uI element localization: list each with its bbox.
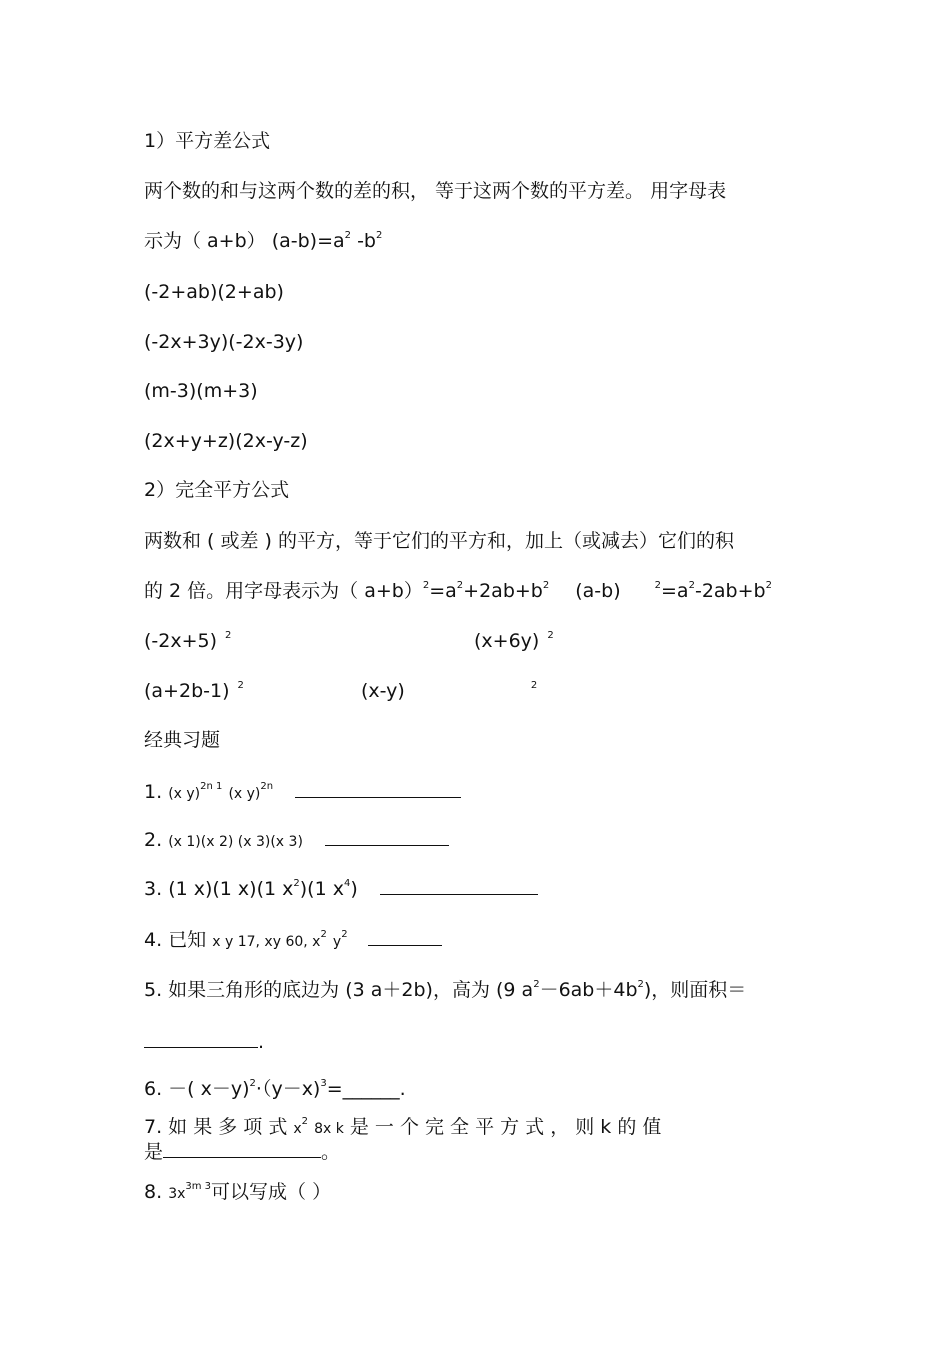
answer-blank[interactable] xyxy=(144,1033,258,1048)
superscript: 2n 1 xyxy=(200,780,223,792)
formula-text: =a xyxy=(661,580,689,602)
superscript: 2 xyxy=(637,978,644,990)
formula-text: 8x k xyxy=(314,1121,344,1137)
superscript: 2 xyxy=(533,978,540,990)
exercises-heading: 经典习题 xyxy=(144,729,221,751)
formula-text: (x y) xyxy=(228,786,261,802)
superscript: 2 xyxy=(422,579,430,591)
formula-text: )(1 x xyxy=(299,878,344,900)
superscript: 2 xyxy=(320,928,327,940)
superscript: 2 xyxy=(341,928,348,940)
example-line: (m-3)(m+3) xyxy=(144,380,258,402)
superscript: 2n xyxy=(260,780,274,792)
question-text: 5. 如果三角形的底边为 (3 a＋2b)，高为 (9 a xyxy=(144,979,534,1001)
formula-text: －6ab＋4b xyxy=(539,979,638,1001)
superscript: 2 xyxy=(301,1115,309,1127)
question-text: 可以写成（ ） xyxy=(211,1181,332,1203)
section1-desc-line2 xyxy=(144,229,383,252)
formula-text: -2ab+b xyxy=(694,580,766,602)
question-text: 6. －( x－y) xyxy=(144,1078,250,1100)
question-text: 已知 xyxy=(168,929,207,951)
example-line xyxy=(144,679,244,702)
formula-text: (a+2b-1) xyxy=(144,680,230,702)
answer-blank[interactable] xyxy=(380,880,538,895)
answer-blank[interactable] xyxy=(368,931,442,946)
formula-text: 的 2 倍。用字母表示为（ a+b） xyxy=(144,580,423,602)
superscript: 2 xyxy=(547,629,554,641)
superscript: 2 xyxy=(249,1077,256,1089)
superscript: 2 xyxy=(376,229,383,241)
section1-heading: 1）平方差公式 xyxy=(144,130,271,152)
example-line xyxy=(474,629,554,652)
question-text: 7. 如 果 多 项 式 xyxy=(144,1116,288,1138)
superscript: 2 xyxy=(456,579,464,591)
formula-text: 3x xyxy=(168,1186,186,1202)
superscript: 2 xyxy=(542,579,550,591)
question-7-line2 xyxy=(144,1143,340,1162)
superscript: 2 xyxy=(688,579,695,591)
example-line: (-2x+3y)(-2x-3y) xyxy=(144,331,304,353)
example-line xyxy=(361,679,538,702)
question-4 xyxy=(144,928,442,951)
formula-text: =a xyxy=(429,580,457,602)
period: 。 xyxy=(321,1141,341,1163)
question-3 xyxy=(144,877,538,900)
question-6 xyxy=(144,1077,406,1100)
formula-text: -b xyxy=(351,230,376,252)
formula-text: 示为（ a+b） (a-b)=a xyxy=(144,230,345,252)
example-line xyxy=(144,629,232,652)
section1-desc-line1: 两个数的和与这两个数的差的积， 等于这两个数的平方差。 用字母表 xyxy=(144,180,727,202)
question-1 xyxy=(144,780,461,803)
formula-text: (x y) xyxy=(168,786,201,802)
question-5-answer xyxy=(144,1033,264,1052)
section2-desc-line1: 两数和 ( 或差 ) 的平方，等于它们的平方和，加上（或减去）它们的积 xyxy=(144,530,734,552)
section2-desc-line2 xyxy=(144,579,772,602)
formula-text: (-2x+5) xyxy=(144,630,218,652)
example-line: (-2+ab)(2+ab) xyxy=(144,281,284,303)
question-8 xyxy=(144,1180,332,1203)
question-5 xyxy=(144,978,747,1001)
formula-text: (a-b) xyxy=(575,580,621,602)
question-text: 是 一 个 完 全 平 方 式 ， 则 k 的 值 xyxy=(349,1116,662,1138)
formula-text: ·（y－x) xyxy=(255,1078,321,1100)
superscript: 3m 3 xyxy=(185,1180,212,1192)
answer-blank[interactable]: =______. xyxy=(326,1078,406,1100)
superscript: 4 xyxy=(343,877,351,889)
question-text: 是 xyxy=(144,1141,164,1163)
question-7 xyxy=(144,1115,662,1138)
formula-text: +2ab+b xyxy=(463,580,543,602)
formula-text: (x-y) xyxy=(361,680,405,702)
question-number: 8. xyxy=(144,1181,163,1203)
superscript: 2 xyxy=(654,579,662,591)
formula-text: (x 1)(x 2) (x 3)(x 3) xyxy=(168,834,303,850)
question-number: 2. xyxy=(144,829,163,851)
answer-blank[interactable] xyxy=(163,1143,321,1158)
superscript: 3 xyxy=(320,1077,327,1089)
example-line: (2x+y+z)(2x-y-z) xyxy=(144,430,308,452)
formula-text: y xyxy=(332,934,342,950)
question-number: 3. xyxy=(144,878,163,900)
superscript: 2 xyxy=(225,629,232,641)
question-number: 4. xyxy=(144,929,163,951)
formula-text: (1 x)(1 x)(1 x xyxy=(168,878,294,900)
formula-text: ) xyxy=(350,878,358,900)
superscript: 2 xyxy=(530,679,538,691)
question-number: 1. xyxy=(144,781,163,803)
formula-text: x y 17, xy 60, x xyxy=(212,934,321,950)
question-2 xyxy=(144,831,449,850)
section2-heading: 2）完全平方公式 xyxy=(144,479,290,501)
superscript: 2 xyxy=(293,877,300,889)
formula-text: )，则面积＝ xyxy=(643,979,747,1001)
superscript: 2 xyxy=(765,579,772,591)
superscript: 2 xyxy=(344,229,352,241)
answer-blank[interactable] xyxy=(325,831,449,846)
answer-blank[interactable] xyxy=(295,783,461,798)
formula-text: x xyxy=(293,1121,302,1137)
superscript: 2 xyxy=(237,679,244,691)
period: . xyxy=(258,1031,265,1053)
formula-text: (x+6y) xyxy=(474,630,540,652)
